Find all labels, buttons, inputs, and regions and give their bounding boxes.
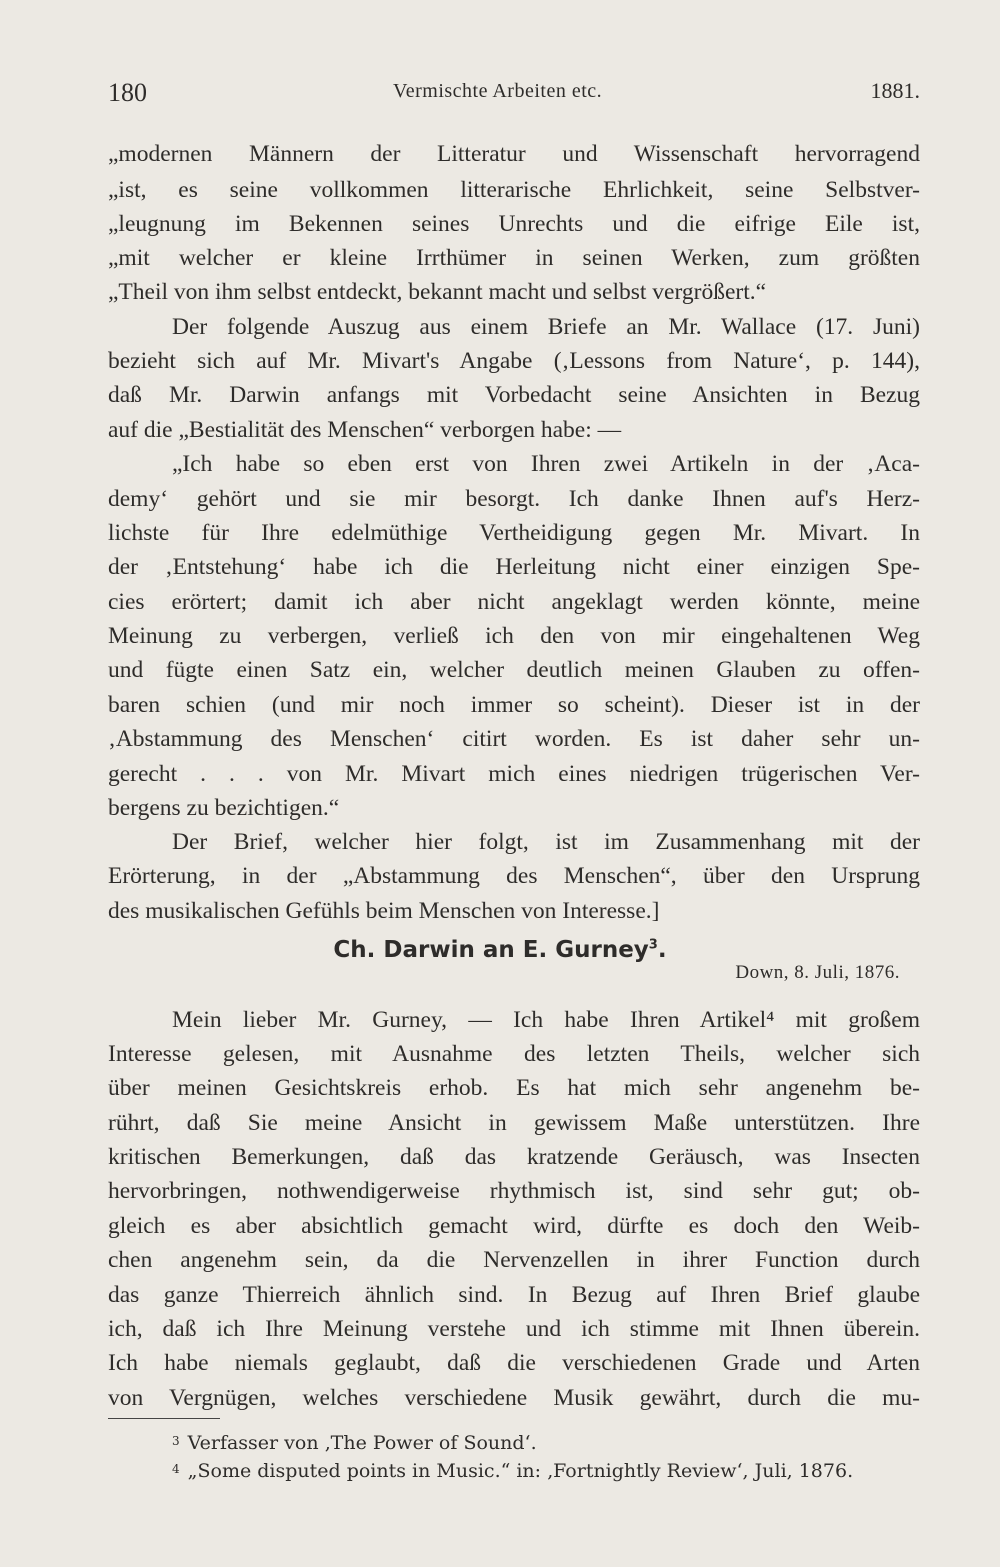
text-line: gleich es aber absichtlich gemacht wird, dürfte es doch den Weib- [108,1213,920,1239]
letter-heading-end: . [657,937,667,963]
text-line: bergens zu bezichtigen.“ [108,795,340,821]
text-line: bezieht sich auf Mr. Mivart's Angabe (‚Lessons from Nature‘, p. 144), [108,348,920,374]
text-line: „leugnung im Bekennen seines Unrechts und die eifrige Eile ist, [108,211,920,237]
text-line: „mit welcher er kleine Irrthümer in seinen Werken, zum größten [108,245,920,271]
text-line: „ist, es seine vollkommen litterarische Ehrlichkeit, seine Selbstver- [108,177,920,203]
text-line: Mein lieber Mr. Gurney, — Ich habe Ihren Artikel⁴ mit großem [172,1007,920,1033]
text-line: ich, daß ich Ihre Meinung verstehe und ich stimme mit Ihnen überein. [108,1316,920,1342]
footnote-text: „Some disputed points in Music.“ in: ‚Fortnightly Review‘, Juli, 1876. [187,1460,854,1482]
text-line: Interesse gelesen, mit Ausnahme des letzten Theils, welcher sich [108,1041,920,1067]
text-line: über meinen Gesichtskreis erhob. Es hat mich sehr angenehm be- [108,1075,920,1101]
footnote-number: 4 [172,1462,180,1476]
letter-dateline: Down, 8. Juli, 1876. [735,962,900,983]
footnote-number: 3 [172,1434,180,1448]
text-line: baren schien (und mir noch immer so scheint). Dieser ist in der [108,692,920,718]
letter-heading [0,937,1000,963]
text-line: des musikalischen Gefühls beim Menschen von Interesse.] [108,898,660,924]
text-line: von Vergnügen, welches verschiedene Musik gewährt, durch die mu- [108,1385,920,1411]
text-line: der ‚Entstehung‘ habe ich die Herleitung nicht einer einzigen Spe- [108,554,920,580]
text-line: lichste für Ihre edelmüthige Vertheidigung gegen Mr. Mivart. In [108,520,920,546]
footnote-ref: 3 [648,937,658,953]
text-line: „Ich habe so eben erst von Ihren zwei Artikeln in der ‚Aca- [172,451,920,477]
text-line: ‚Abstammung des Menschen‘ citirt worden. Es ist daher sehr un- [108,726,920,752]
text-line: rührt, daß Sie meine Ansicht in gewissem Maße unterstützen. Ihre [108,1110,920,1136]
footnote [172,1456,920,1484]
text-line: gerecht . . . von Mr. Mivart mich eines niedrigen trügerischen Ver- [108,761,920,787]
text-line: demy‘ gehört und sie mir besorgt. Ich danke Ihnen auf's Herz- [108,486,920,512]
text-line: Erörterung, in der „Abstammung des Menschen“, über den Ursprung [108,863,920,889]
footnote-divider [108,1418,220,1419]
text-line: „modernen Männern der Litteratur und Wissenschaft hervorragend [108,141,920,167]
footnote [172,1428,920,1456]
footnote-text: Verfasser von ‚The Power of Sound‘. [187,1432,537,1454]
text-line: das ganze Thierreich ähnlich sind. In Bezug auf Ihren Brief glaube [108,1282,920,1308]
header-year: 1881. [870,78,920,103]
page-number: 180 [108,78,147,107]
letter-heading-text: Ch. Darwin an E. Gurney [333,937,649,963]
text-line: Der Brief, welcher hier folgt, ist im Zusammenhang mit der [172,829,920,855]
text-line: kritischen Bemerkungen, daß das kratzende Geräusch, was Insecten [108,1144,920,1170]
text-line: „Theil von ihm selbst entdeckt, bekannt macht und selbst vergrößert.“ [108,279,767,305]
page-header [108,72,920,112]
text-line: chen angenehm sein, da die Nervenzellen in ihrer Function durch [108,1247,920,1273]
text-line: und fügte einen Satz ein, welcher deutlich meinen Glauben zu offen- [108,657,920,683]
text-line: cies erörtert; damit ich aber nicht angeklagt werden könnte, meine [108,589,920,615]
text-line: Der folgende Auszug aus einem Briefe an Mr. Wallace (17. Juni) [172,314,920,340]
text-line: Meinung zu verbergen, verließ ich den von mir eingehaltenen Weg [108,623,920,649]
text-line: Ich habe niemals geglaubt, daß die verschiedenen Grade und Arten [108,1350,920,1376]
running-title: Vermischte Arbeiten etc. [393,80,603,102]
text-line: hervorbringen, nothwendigerweise rhythmisch ist, sind sehr gut; ob- [108,1178,920,1204]
text-line: auf die „Bestialität des Menschen“ verborgen habe: — [108,417,622,443]
text-line: daß Mr. Darwin anfangs mit Vorbedacht seine Ansichten in Bezug [108,382,920,408]
